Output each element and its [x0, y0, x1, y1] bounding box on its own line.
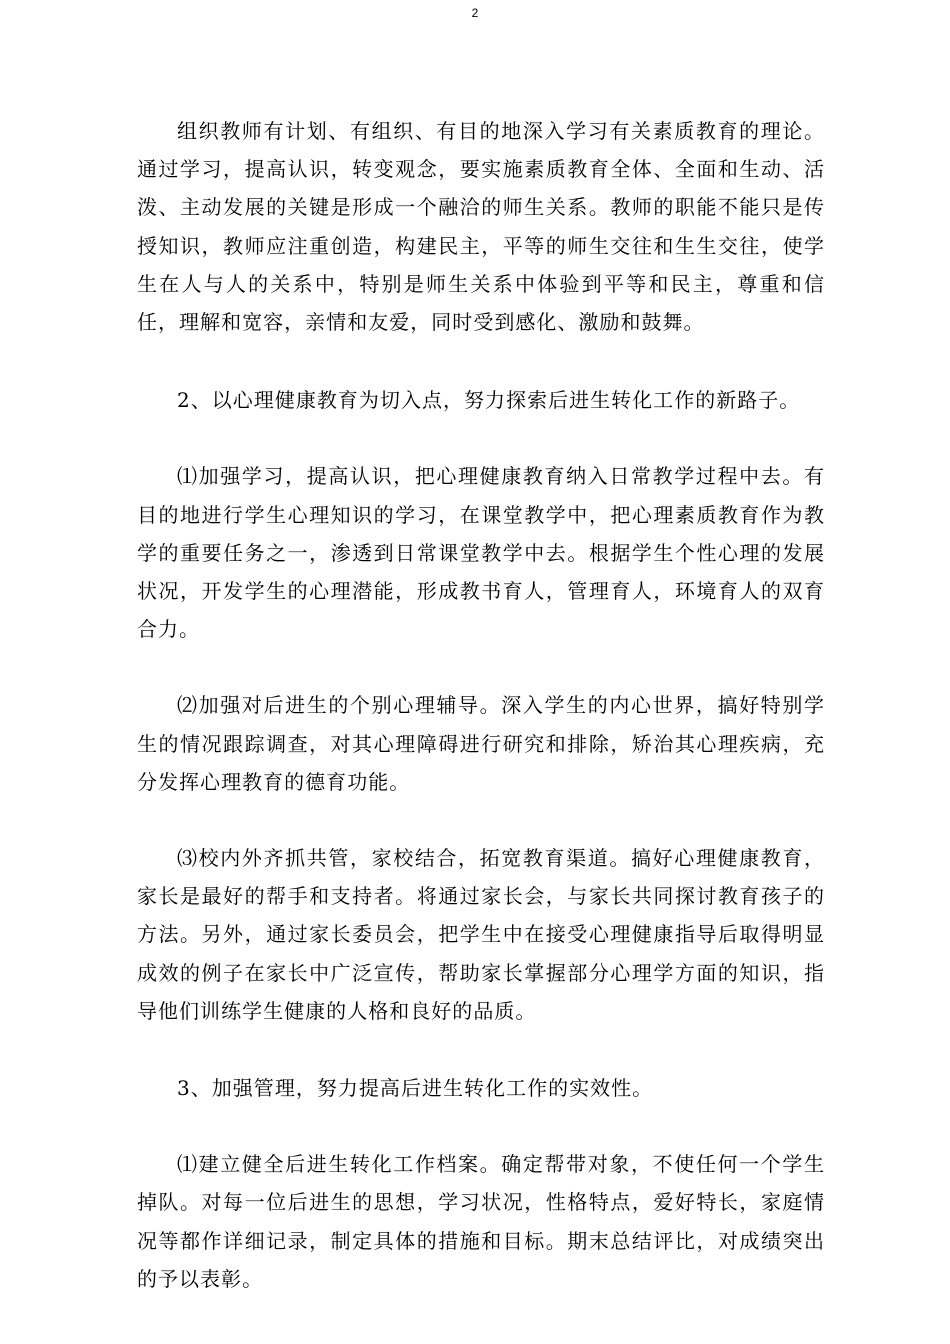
paragraph-student-records: ⑴建立健全后进生转化工作档案。确定帮带对象，不使任何一个学生掉队。对每一位后进生的思想，学习状况，性格特点，爱好特长，家庭情况等都作详细记录，制定具体的措施和目标。期末总结评比，对成绩突出的予以表彰。 [137, 1152, 825, 1291]
heading-mental-health-education: 2、以心理健康教育为切入点，努力探索后进生转化工作的新路子。 [177, 388, 801, 413]
heading-strengthen-management: 3、加强管理，努力提高后进生转化工作的实效性。 [177, 1076, 654, 1101]
document-body [137, 112, 825, 1298]
paragraph-strengthen-learning: ⑴加强学习，提高认识，把心理健康教育纳入日常教学过程中去。有目的地进行学生心理知识的学习，在课堂教学中，把心理素质教育作为教学的重要任务之一，渗透到日常课堂教学中去。根据学生个性心理的发展状况，开发学生的心理潜能，形成教书育人，管理育人，环境育人的双育合力。 [137, 464, 825, 642]
paragraph-home-school-cooperation: ⑶校内外齐抓共管，家校结合，拓宽教育渠道。搞好心理健康教育，家长是最好的帮手和支持者。将通过家长会，与家长共同探讨教育孩子的方法。另外，通过家长委员会，把学生中在接受心理健康指导后取得明显成效的例子在家长中广泛宣传，帮助家长掌握部分心理学方面的知识，指导他们训练学生健康的人格和良好的品质。 [137, 846, 825, 1023]
paragraph-teacher-study: 组织教师有计划、有组织、有目的地深入学习有关素质教育的理论。通过学习，提高认识，转变观念，要实施素质教育全体、全面和生动、活泼、主动发展的关键是形成一个融洽的师生关系。教师的职能不能只是传授知识，教师应注重创造，构建民主，平等的师生交往和生生交往，使学生在人与人的关系中，特别是师生关系中体验到平等和民主，尊重和信任，理解和宽容，亲情和友爱，同时受到感化、激励和鼓舞。 [137, 119, 825, 335]
page-number: 2 [471, 6, 479, 20]
paragraph-individual-counseling: ⑵加强对后进生的个别心理辅导。深入学生的内心世界，搞好特别学生的情况跟踪调查，对其心理障碍进行研究和排除，矫治其心理疾病，充分发挥心理教育的德育功能。 [137, 693, 825, 794]
